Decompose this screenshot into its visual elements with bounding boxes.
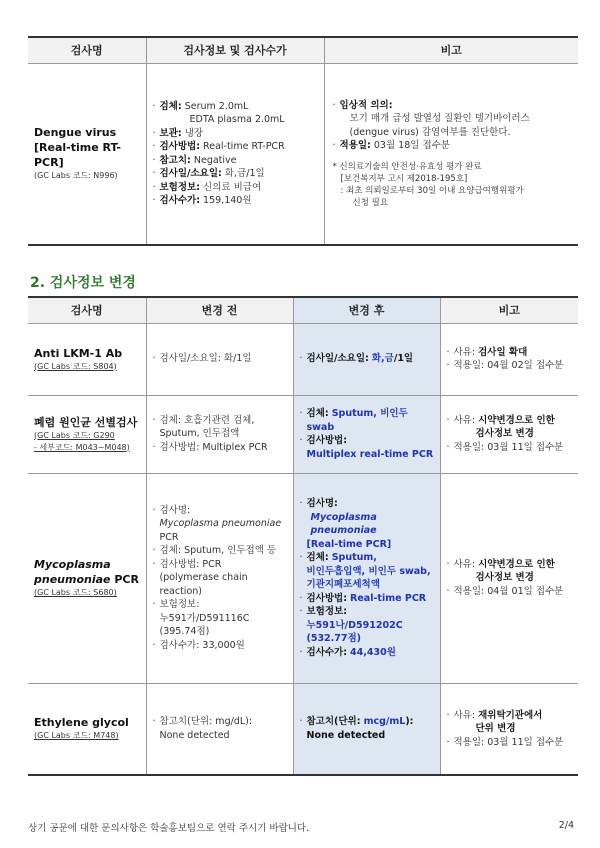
- test-name: Mycoplasma: [34, 558, 111, 571]
- info-specimen: · 검체: Serum 2.0mL EDTA plasma 2.0mL: [153, 100, 318, 127]
- apply-date: · 적용일: 03월 18일 접수분: [333, 139, 573, 153]
- after-cell: · 참고치(단위: mcg/mL): None detected: [293, 683, 440, 775]
- after-cell: · 검체: Sputum, 비인두 swab · 검사방법: Multiplex real-time PCR: [293, 395, 440, 473]
- page-number: 2/4: [558, 820, 574, 831]
- header-test-name: 검사명: [28, 297, 146, 323]
- test-name: 폐렴 원인균 선별검사: [34, 415, 138, 429]
- test-code: (GC Labs 코드: S804): [34, 361, 117, 371]
- test-code: (GC Labs 코드: G290: [34, 430, 115, 440]
- table-row: Mycoplasma pneumoniae PCR (GC Labs 코드: S680) · 검사명: Mycoplasma pneumoniae PCR · 검체: Sputum, 인두접액 등 · 검사방법: PCR (polymerase chain reaction) · 보험정보: 누591가/D591116C (395.74점) · 검사수가: 33,000원 · 검사명: Mycoplasma pneumoniae [Real-time PCR] · 검체: Sputum, 비인두흡입액, 비인두 swab, 기관지폐포세척액 · 검사방법: Real-time PCR · 보험정보: 누591나/D591202C (532.77점) · 검사수가: 44,430원 · 사유: 시약변경으로 인한 검사정보 변경 · 적용일: 04월 01일 접수분: [28, 473, 578, 683]
- test-code: (GC Labs 코드: M748): [34, 731, 119, 741]
- remark-cell: · 사유: 검사일 확대 · 적용일: 04월 02일 접수분: [440, 323, 578, 395]
- new-tech-note: * 신의료기술의 안전성·유효성 평가 완료 [보건복지부 고시 제2018-195호] : 최초 의뢰일로부터 30일 이내 요양급여행위평가 신청 필요: [332, 161, 524, 208]
- test-info-cell: [146, 63, 324, 245]
- header-remarks: 비고: [324, 37, 578, 63]
- remark-cell: · 사유: 시약변경으로 인한 검사정보 변경 · 적용일: 03월 11일 접수분: [440, 395, 578, 473]
- test-name: Anti LKM-1 Ab: [34, 346, 123, 360]
- table-row: [28, 683, 578, 775]
- test-code: (GC Labs 코드: N996): [34, 171, 118, 181]
- before-cell: · 검체: 호흡기관련 검체, Sputum, 인두접액 · 검사방법: Multiplex PCR: [146, 395, 293, 473]
- remark-cell: · 사유: 시약변경으로 인한 검사정보 변경 · 적용일: 04월 01일 접수분: [440, 473, 578, 683]
- test-name-line2: [Real-time RT-PCR]: [34, 141, 121, 170]
- remarks-cell: [324, 63, 578, 245]
- header-before: 변경 전: [146, 297, 293, 323]
- remark-cell: · 사유: 재위탁기관에서 단위 변경 · 적용일: 03월 11일 접수분: [440, 683, 578, 775]
- test-name-line1: Dengue virus: [34, 126, 117, 140]
- header-test-info: 검사정보 및 검사수가: [146, 37, 324, 63]
- before-cell: · 검사일/소요일: 화/1일: [146, 323, 293, 395]
- test-name-cell: [28, 63, 146, 245]
- info-days: · 검사일/소요일: 화,금/1일: [153, 167, 318, 181]
- header-after: 변경 후: [293, 297, 440, 323]
- test-name: Ethylene glycol: [34, 716, 129, 730]
- header-test-name: 검사명: [28, 37, 146, 63]
- after-cell: · 검사명: Mycoplasma pneumoniae [Real-time PCR] · 검체: Sputum, 비인두흡입액, 비인두 swab, 기관지폐포세척액 · 검사방법: Real-time PCR · 보험정보: 누591나/D591202C (532.77점) · 검사수가: 44,430원: [293, 473, 440, 683]
- header-remarks: 비고: [440, 297, 578, 323]
- before-cell: · 참고치(단위: mg/dL): None detected: [146, 683, 293, 775]
- clinical-significance: · 임상적 의의: 모기 매개 급성 발열성 질환인 뎅기바이러스 (dengue virus) 감염여부를 진단한다.: [333, 99, 573, 140]
- table-row: [28, 323, 578, 395]
- test-subcode: - 세부코드: M043~M048): [34, 442, 130, 452]
- change-table: [28, 296, 578, 776]
- footer-note: 상기 공문에 대한 문의사항은 학술홍보팀으로 연락 주시기 바랍니다.: [28, 823, 310, 834]
- info-fee: · 검사수가: 159,140원: [153, 194, 318, 208]
- section-title: 2. 검사정보 변경: [30, 275, 136, 291]
- table-row: [28, 395, 578, 473]
- info-storage: · 보관: 냉장: [153, 127, 318, 141]
- new-test-table: [28, 36, 578, 246]
- info-method: · 검사방법: Real-time RT-PCR: [153, 140, 318, 154]
- after-cell: · 검사일/소요일: 화,금/1일: [293, 323, 440, 395]
- info-insurance: · 보험정보: 신의료 비급여: [153, 181, 318, 195]
- info-reference: · 참고치: Negative: [153, 154, 318, 168]
- before-cell: · 검사명: Mycoplasma pneumoniae PCR · 검체: Sputum, 인두접액 등 · 검사방법: PCR (polymerase chain reaction) · 보험정보: 누591가/D591116C (395.74점) · 검사수가: 33,000원: [146, 473, 293, 683]
- test-code: (GC Labs 코드: S680): [34, 588, 117, 597]
